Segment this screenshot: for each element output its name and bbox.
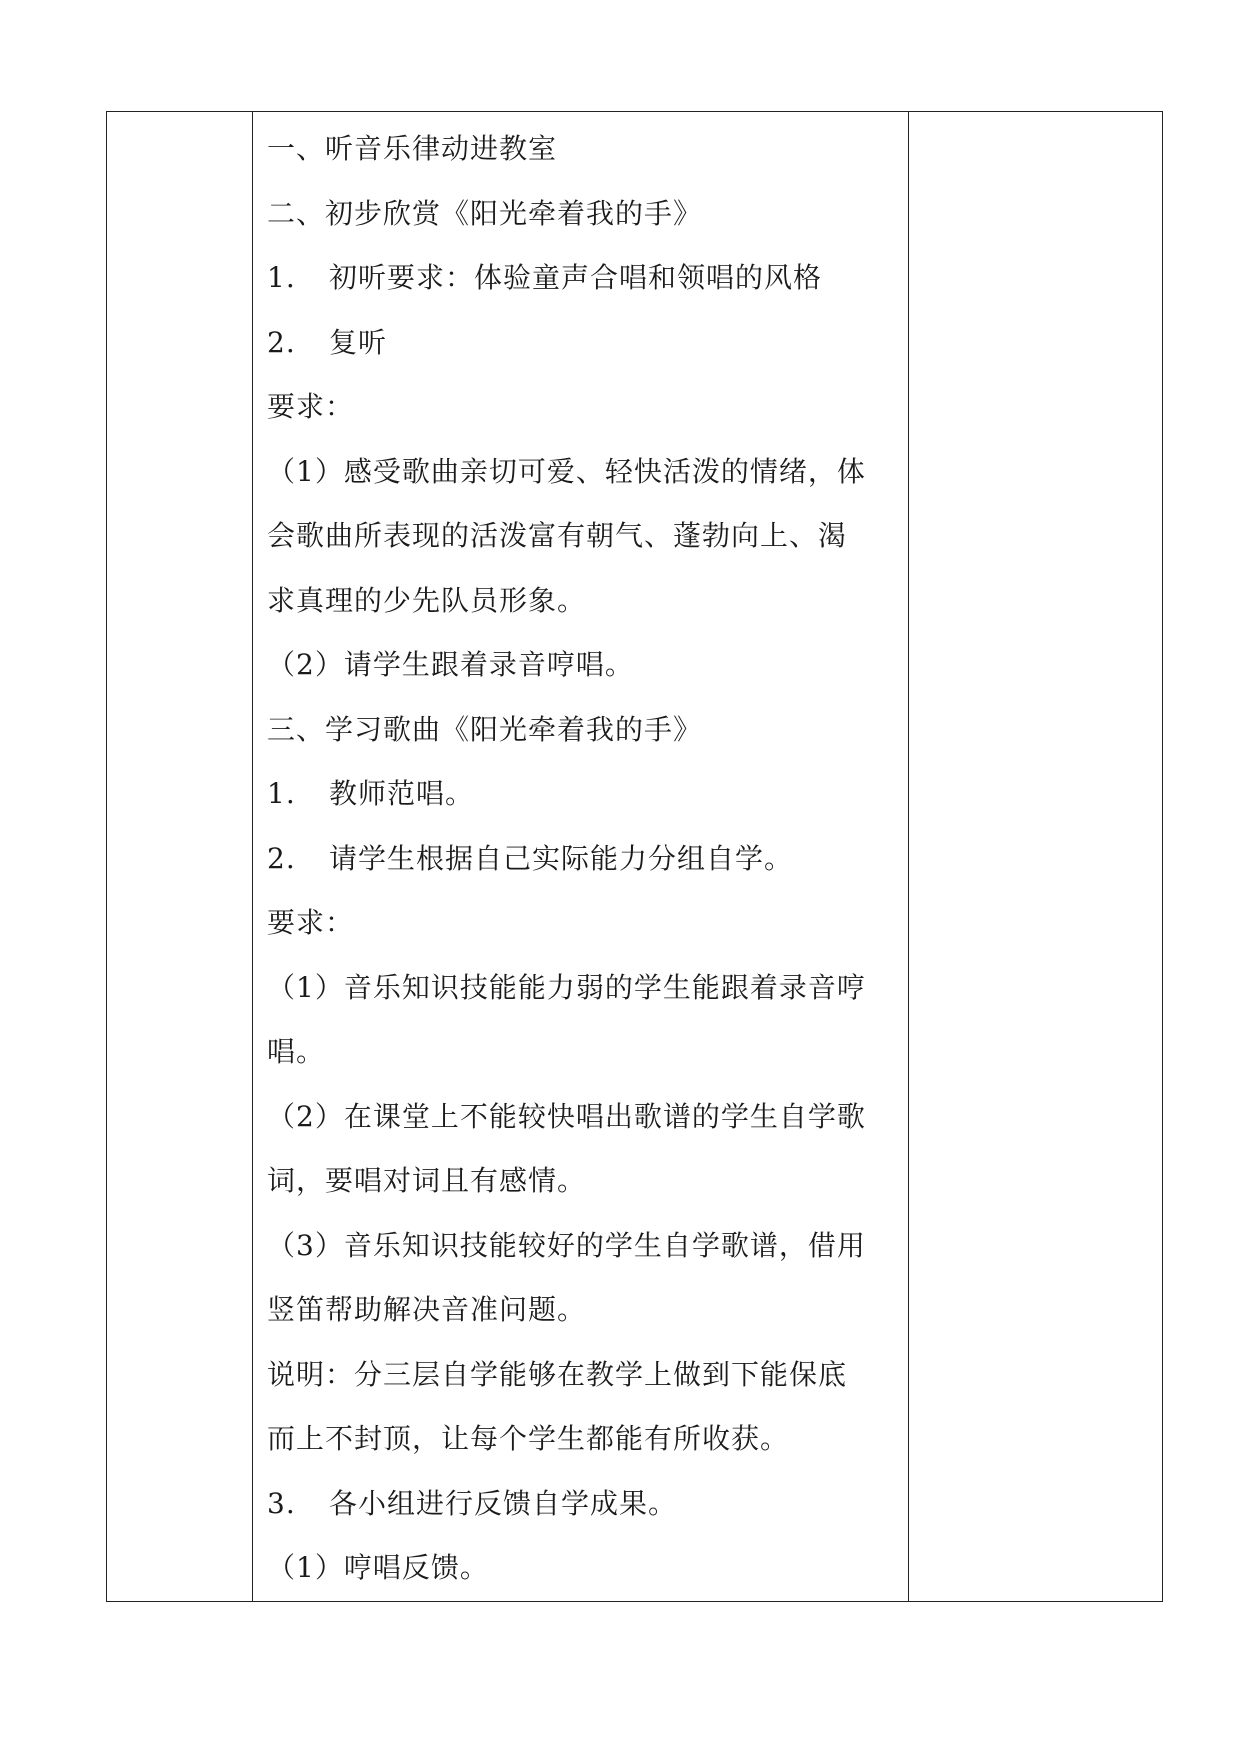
text-line xyxy=(267,1407,894,1472)
text-line xyxy=(267,1536,894,1601)
text-line xyxy=(267,440,894,505)
text-line xyxy=(267,891,894,956)
text-line xyxy=(267,1472,894,1537)
table-row xyxy=(107,112,1163,1602)
text-line xyxy=(267,246,894,311)
line-text: 求真理的少先队员形象。 xyxy=(267,583,587,617)
line-text: 说明：分三层自学能够在教学上做到下能保底 xyxy=(267,1357,848,1391)
text-line xyxy=(267,117,894,182)
list-number: 1. xyxy=(267,261,296,294)
text-line xyxy=(267,1343,894,1408)
line-text: （1）哼唱反馈。 xyxy=(267,1551,489,1584)
text-line xyxy=(267,1020,894,1085)
line-text: 竖笛帮助解决音准问题。 xyxy=(267,1293,587,1326)
text-line xyxy=(267,1085,894,1150)
right-notes-cell xyxy=(909,112,1163,1602)
line-text: 初听要求：体验童声合唱和领唱的风格 xyxy=(329,261,823,294)
text-line xyxy=(267,311,894,376)
line-text: 教师范唱。 xyxy=(329,777,475,810)
list-number: 2. xyxy=(267,325,296,359)
text-line xyxy=(267,375,894,440)
text-line xyxy=(267,633,894,698)
line-text: 一、听音乐律动进教室 xyxy=(267,132,558,165)
text-line xyxy=(267,1149,894,1214)
text-line xyxy=(267,1278,894,1343)
line-text: （1）感受歌曲亲切可爱、轻快活泼的情绪，体 xyxy=(267,454,866,488)
text-line xyxy=(267,956,894,1021)
line-text: 请学生根据自己实际能力分组自学。 xyxy=(329,841,794,875)
text-line xyxy=(267,762,894,827)
text-line xyxy=(267,504,894,569)
line-text: 唱。 xyxy=(267,1035,326,1068)
line-text: （2）请学生跟着录音哼唱。 xyxy=(267,648,634,681)
line-text: 二、初步欣赏《阳光牵着我的手》 xyxy=(267,196,703,230)
teaching-process-cell xyxy=(253,112,909,1602)
text-line xyxy=(267,698,894,763)
list-number: 1. xyxy=(267,777,296,810)
line-text: 而上不封顶，让每个学生都能有所收获。 xyxy=(267,1422,790,1455)
line-text: 要求： xyxy=(267,906,355,939)
line-text: 词，要唱对词且有感情。 xyxy=(267,1164,587,1197)
teaching-process-content xyxy=(253,112,908,1601)
line-text: （1）音乐知识技能能力弱的学生能跟着录音哼 xyxy=(267,970,866,1004)
list-number: 2. xyxy=(267,841,296,875)
text-line xyxy=(267,827,894,892)
line-text: 各小组进行反馈自学成果。 xyxy=(329,1486,678,1520)
line-text: （3）音乐知识技能较好的学生自学歌谱，借用 xyxy=(267,1228,866,1262)
line-text: 会歌曲所表现的活泼富有朝气、蓬勃向上、渴 xyxy=(267,519,848,552)
text-line xyxy=(267,569,894,634)
line-text: 要求： xyxy=(267,390,355,423)
text-line xyxy=(267,1214,894,1279)
list-number: 3. xyxy=(267,1486,296,1520)
line-text: 复听 xyxy=(329,325,388,359)
line-text: 三、学习歌曲《阳光牵着我的手》 xyxy=(267,712,703,746)
line-text: （2）在课堂上不能较快唱出歌谱的学生自学歌 xyxy=(267,1099,866,1133)
lesson-plan-table xyxy=(106,111,1163,1602)
left-blank-cell xyxy=(107,112,253,1602)
text-line xyxy=(267,182,894,247)
